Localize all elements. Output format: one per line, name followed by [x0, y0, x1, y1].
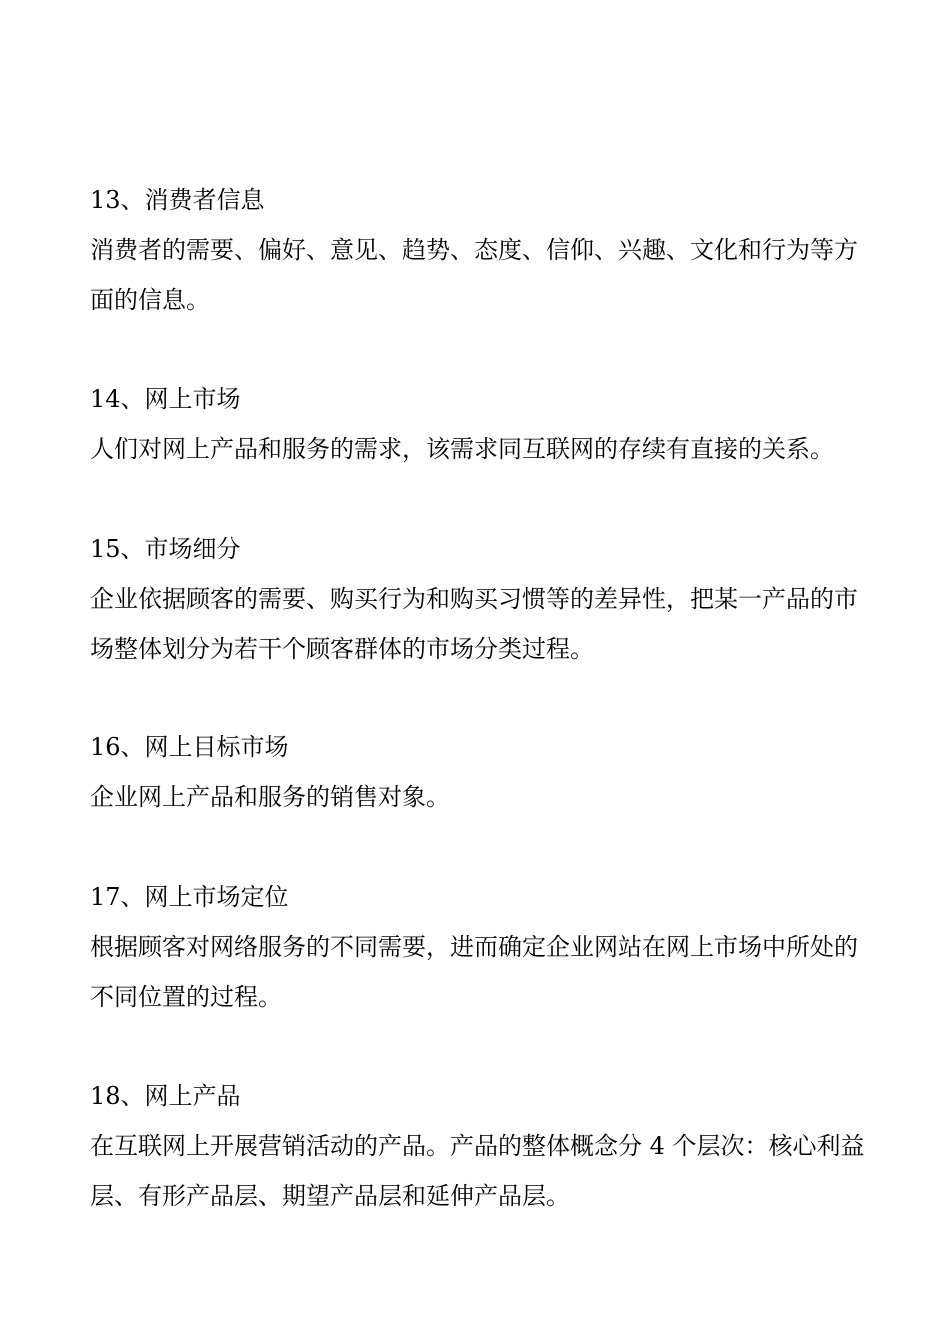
glossary-entry-14 [90, 374, 880, 474]
entry-term: 13、消费者信息 [90, 186, 265, 214]
entry-term: 18、网上产品 [90, 1082, 241, 1110]
glossary-entry-13 [90, 175, 880, 325]
glossary-entry-16 [90, 722, 880, 822]
entry-definition: 企业网上产品和服务的销售对象。 [90, 783, 450, 811]
glossary-entry-15 [90, 524, 880, 674]
entry-definition: 根据顾客对网络服务的不同需要，进而确定企业网站在网上市场中所处的不同位置的过程。 [90, 933, 858, 1011]
entry-term: 15、市场细分 [90, 535, 241, 563]
glossary-entry-17 [90, 872, 880, 1022]
entry-term: 16、网上目标市场 [90, 733, 289, 761]
glossary-entry-18 [90, 1071, 880, 1221]
entry-definition: 消费者的需要、偏好、意见、趋势、态度、信仰、兴趣、文化和行为等方面的信息。 [90, 236, 858, 314]
entry-term: 17、网上市场定位 [90, 883, 289, 911]
entry-definition: 人们对网上产品和服务的需求，该需求同互联网的存续有直接的关系。 [90, 435, 834, 463]
entry-definition: 在互联网上开展营销活动的产品。产品的整体概念分 4 个层次：核心利益层、有形产品层、期望产品层和延伸产品层。 [90, 1132, 865, 1210]
entry-definition: 企业依据顾客的需要、购买行为和购买习惯等的差异性，把某一产品的市场整体划分为若干个顾客群体的市场分类过程。 [90, 585, 858, 663]
entry-term: 14、网上市场 [90, 385, 241, 413]
